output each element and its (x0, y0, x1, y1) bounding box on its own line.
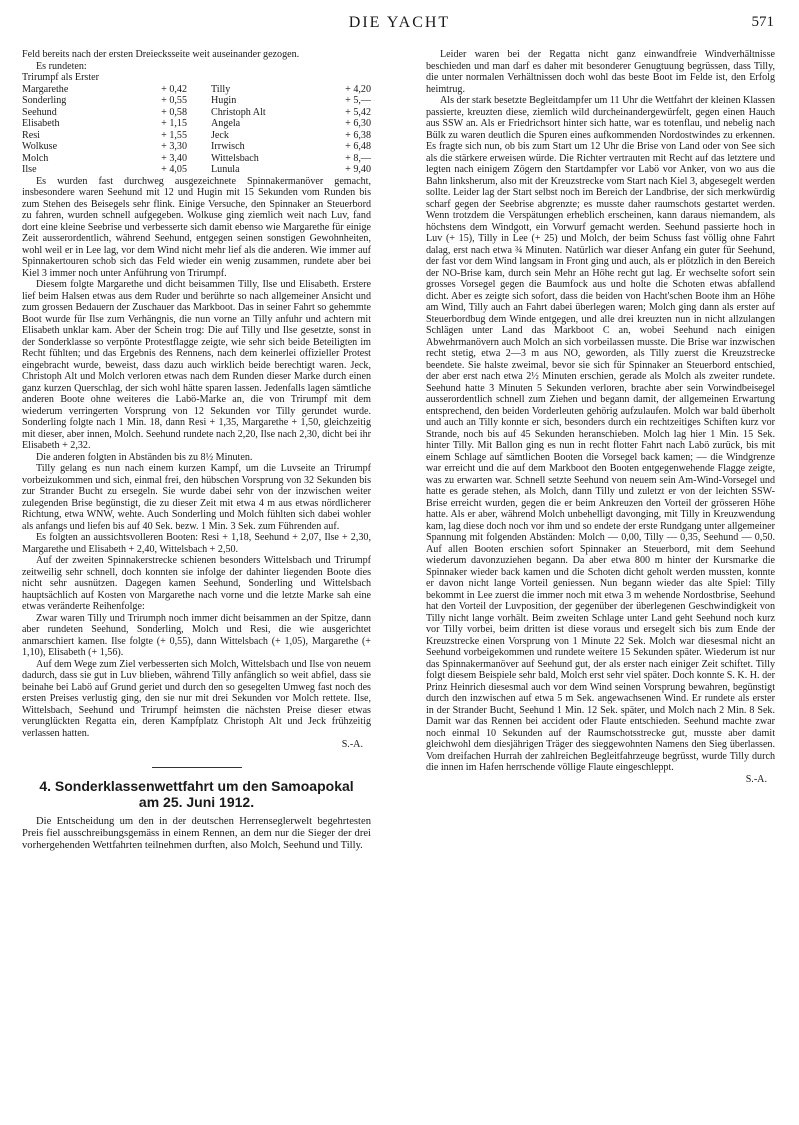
body-paragraph: Die anderen folgten in Abständen bis zu 8½ Minuten. (36, 451, 253, 463)
time-offset: + 6,30 (345, 118, 371, 129)
boat-name: Christoph Alt (211, 106, 266, 118)
rounding-times-table (22, 84, 371, 176)
intro-line: Feld bereits nach der ersten Dreiecksseite weit auseinander gezogen. (22, 49, 300, 60)
body-paragraph: Die Entscheidung um den in der deutschen Herrenseglerwelt begehrtesten Preis fiel ausschreibungsgemäss in einem Rennen, an dem nur die Sieger der drei vorhergehenden Wettfahrten teilnehmen durften, also Molch, Seehund und Tilly. (22, 815, 371, 851)
boat-name: Irrwisch (211, 141, 245, 152)
time-offset: + 9,40 (345, 164, 371, 175)
body-paragraph: Tilly gelang es nun nach einem kurzen Kampf, um die Luvseite an Trirumpf vorbeizukommen und sich, einmal frei, den hübschen Vorsprung von 32 Sekunden bis zur Strander Bucht zu ersegeln. Sie wurde dabei sehr von der inzwischen weiter zulegenden Brise begünstigt, die zu dieser Zeit mit etwa 4 m aus etwas nördlicherer Richtung, etwa WNW, wehte. Auch Sonderling und Molch fühlten sich dabei wohler als anfangs und liefen bis auf 40 Sek. bezw. 1 Min. 3 Sek. zum Führenden auf. (22, 463, 371, 532)
boat-name: Tilly (211, 83, 231, 95)
rounding-row (22, 95, 371, 107)
time-offset: + 6,38 (345, 129, 371, 141)
boat-name: Ilse (22, 164, 37, 175)
section-heading-line: 4. Sonderklassenwettfahrt um den Samoapokal (39, 777, 354, 794)
author-signature: S.-A. (745, 773, 767, 785)
boat-name: Hugin (211, 95, 237, 106)
boat-name: Lunula (211, 164, 240, 175)
time-offset: + 6,48 (345, 141, 371, 152)
time-offset: + 3,30 (161, 141, 187, 152)
time-offset: + 0,58 (161, 106, 187, 118)
boat-name: Sonderling (22, 95, 67, 106)
time-offset: + 4,20 (345, 83, 371, 95)
intro-line: Es rundeten: (36, 60, 87, 72)
time-offset: + 5,42 (345, 106, 371, 118)
time-offset: + 8,— (345, 152, 371, 164)
rounding-row (22, 107, 371, 119)
time-offset: + 0,55 (161, 95, 187, 106)
boat-name: Angela (211, 118, 241, 129)
page-number: 571 (751, 14, 774, 30)
body-paragraph: Es wurden fast durchweg ausgezeichnete Spinnakermanöver gemacht, insbesondere waren Seehund mit 12 und Hugin mit 15 Sekunden vom Runden bis zum Stehen des Beisegels sehr flink. Einige Versuche, den Spinnaker an Steuerbord zu fahren, wurden schnell aufgegeben. Wolkuse ging ziemlich weit nach Luv, fand dort eine kleine Seebrise und verbesserte sich damit ebenso wie Margarethe für einige Zeit ausserordentlich, während Seehund, entgegen seinen sonstigen Gewohnheiten, wohl weil er in Lee lag, vor dem Wind nicht mehr lief als die anderen. Wie immer auf Spinnakertouren schob sich das Feld wieder ein wenig zusammen, rundete aber bei Kiel 3 immer noch unter Anführung von Trirumpf. (22, 175, 371, 279)
body-paragraph: Auf dem Wege zum Ziel verbesserten sich Molch, Wittelsbach und Ilse von neuem dadurch, dass sie gut in Luv blieben, während Tilly anfänglich so weit abfiel, dass sie beinahe bei Labö auf Grund geriet und durch den so gesegelten Umweg fast noch des ersten Preises verlustig ging, den sie nur mit drei Sekunden vor Molch rettete. Ilse, Wittelsbach, Seehund und Trirumpf heimsten die nächsten Preise dieser etwas verunglückten Regatta ein, deren Kampfplatz Christoph Alt und Jeck frühzeitig verlassen hatten. (22, 658, 371, 739)
boat-name: Wolkuse (22, 141, 58, 152)
section-divider (152, 767, 242, 768)
body-paragraph: Zwar waren Tilly und Trirumph noch immer dicht beisammen an der Spitze, dann aber rundeten Seehund, Sonderling, Molch und Resi, die wie ausgerichtet anmarschiert kamen. Ilse folgte (+ 0,55), dann Wittelsbach (+ 1,05), Margarethe (+ 1,10), Elisabeth (+ 1,56). (22, 612, 371, 658)
boat-name: Margarethe (22, 83, 69, 95)
time-offset: + 0,42 (161, 83, 187, 95)
body-paragraph: Als der stark besetzte Begleitdampfer um 11 Uhr die Wettfahrt der kleinen Klassen passierte, kreuzten diese, ziemlich wild durcheinandergewürfelt, gegen einen Hauch aus SSW an. Als er Friedrichsort hinter sich hatte, war es totenflau, und nebelig nach Bülk zu waren deutlich die Spuren eines aufkommenden Nordostwindes zu erkennen. Es fragte sich nun, ob bis zum Start um 12 Uhr die Brise von Land oder von See sich als die stärkere erweisen würde. Die Richter vertrauten mit Recht auf das letztere und legten nach einigem Zögern den Startdampfer vor Labö vor Anker, von wo aus die Bahn linksherum, also mit der Kreuzstrecke vom Start nach Kiel 3, abgesegelt werden sollte. Leider lag der Start selbst noch im Bereich der Landbrise, der sich merkwürdig scharf gegen der Seebrise abgrenzte; es musste daher raumschots gestartet werden. Wenn trotzdem die Verspätungen erheblich erscheinen, kann daraus niemandem, als höchstens dem Windgott, ein Vorwurf gemacht werden. Seehund passierte hoch in Luv (+ 15), Tilly in Lee (+ 25) und Molch, der beim Schuss fast völlig ohne Fahrt dalag, erst nach etwa ¾ Minuten. Natürlich war dieser Anfang ein guter für Seehund, der fast vor dem Wind langsam in Front ging und auch, als er plötzlich in den Bereich der NO-Brise kam, durch sein Mehr an Höhe recht gut lag. Er wechselte sofort sein grosses Vorsegel gegen die Baumfock aus und holte die Schoten etwas abfallend dicht. Aber es zeigte sich sofort, dass die beiden von Hacht'schen Boote ihm an Höhe am Wind, Tilly auch an Fahrt dabei überlegen waren; Molch ging dann als erster auf Steuerbordbug dem Winde entgegen, und alle drei kreuzten nun in nicht allzulangen Schlägen unter Land das Markboot C an, wobei Seehund nach einigen Abwehrmanövern auch Molch an sich vorbeilassen musste. Die Brise war inzwischen recht stetig, etwa 2—3 m aus NO, geworden, als Tilly zuerst die Kreuzstrecke beendete. Sie halste zweimal, bevor sie sich für Spinnaker an Steuerbord entschied, der aber erst nach etwa 2½ Minuten erschien, gerade als Molch als zweiter rundete. Seehund hatte 3 Minuten 5 Sekunden verloren, brachte aber sein Vorwindbeisegel ausserordentlich schnell zum Ziehen und begann damit, der allgemeinen Erwartung entsprechend, den beiden Vorderleuten gehörig aufzulaufen. Molch war bald überholt und auch an Tilly konnte er sich, besonders durch ein rechtzeitiges Schiften kurz vor Strande, noch bis auf 45 Sekunden heranschieben. Molch lag hier 1 Min. 15 Sek. hinter Tilly. Mit Ballon ging es nun in recht flotter Fahrt nach Labö zurück, bis mit einem Schlage auf sämtlichen Booten die Vorsegel back kamen; — die Windgrenze war erreicht und die auf dem Markboot den Booten entgegenwehende Flagge zeigte, was zu erwarten war. Schnell setzte Seehund von neuem sein Am-Wind-Vorsegel und hatte es gerade stehen, als Molch, dann Tilly und zuletzt er von der leichten SSW-Brise erreicht wurden, gegen die er beim Ankreuzen den Vorteil der grösseren Höhe hatte. Als er aber, während Molch unbehelligt davonging, mit Tilly in Kreuzwendung kam, lag diese doch noch vor ihm und so endete der erste Rundgang unter allgemeiner Spannung mit folgenden Abständen: Molch — 0,00, Tilly — 0,35, Seehund — 0,50. Auf allen Booten erschien sofort Spinnaker an Steuerbord, mit dem Seehund wiederum davonzuziehen begann. Da aber etwa 800 m hinter der Kursmarke die Spinnaker wieder back kamen und die Schoten dicht geholt werden mussten, konnte er davon nicht lange Vorteil geniessen. Nun begann wieder das alte Spiel: Tilly bekommt in Lee zuerst die immer noch mit etwa 3 m wehende Nordostbrise, Seehund hat den Vorteil der Luvposition, der gegenüber der überlegenen Geschwindigkeit von Tilly nicht lange vorhält. Beim zweiten Schlage unter Land geht Seehund noch kurz vor Tilly vorbei, beim dritten ist diese voraus und ersegelt sich bis zum Ende der Kreuzstrecke einen Vorsprung von 1 Minute 22 Sek. Molch war diesesmal nicht an Seehund vorbeigekommen und rundete weitere 15 Sekunden später. Wiederum ist nur das Spinnakermanöver auf Seehund gut, der als erster nach einiger Zeit schiftet. Tilly folgt diesem Beispiele sehr bald, Molch erst sehr viel später. Doch konnte S. K. H. der Prinz Heinrich diesesmal auch vor dem Wind seinen Vorsprung bewahren, begünstigt durch den inzwischen auf etwa 5 m Sek. angewachsenen Wind. Er rundete als erster in der Strander Bucht, Seehund 1 Min. 12 Sek. später, und Molch nach 2 Min. 8 Sek. Damit war das Rennen bei accident oder Flaute entschieden. Seehund machte zwar noch einmal 10 Sekunden auf der Raumschotsstrecke gut, musste aber damit gleichwohl dem diesjährigen Träger des sieggewohnten Namens den Sieg überlassen. Vom dreifachen Hurrah der zahlreichen Begleitfahrzeuge begrüsst, wurde Tilly durch die innen im Hafen herrschende völlige Flaute eingeschleppt. (426, 95, 775, 773)
boat-name: Jeck (211, 129, 229, 141)
time-offset: + 4,05 (161, 164, 187, 175)
body-paragraph: Diesem folgte Margarethe und dicht beisammen Tilly, Ilse und Elisabeth. Erstere lief beim Halsen etwas aus dem Ruder und berührte so nach allgemeiner Ansicht und zum grossen Bedauern der Zuschauer das Markboot. Das in seiner Fahrt so gehemmte Boot wurde für Ilse zum Verhängnis, die nun vorne an Tilly anfuhr und achtern mit Elisabeth unklar kam. Aber der Schein trog: Die auf Tilly und Ilse gesetzte, sonst in der Sonderklasse so verpönte Protestflagge zeigte, wie sehr sich beide Beteiligten im Recht fühlten; und das Ergebnis des Rennens, nach dem keinerlei offizieller Protest eingebracht wurde, beweist, dass dazu auch wirklich beide berechtigt waren. Jeck, Christoph Alt und Molch verloren etwas nach dem Runden dieser Marke durch einen ganz kurzen Querschlag, der sich wohl hätte sparen lassen. Jedenfalls lagen sämtliche anderen Boote ohne weiteres die Labö-Marke an, die von Trirumpf mit dem wiederum verringerten Vorsprung von 12 Sekunden vor Tilly gerundet wurde. Sonderling folgte nach 1 Min. 18, dann Resi + 1,35, Margarethe + 1,50, gleichzeitig mit dieser, aber innen, Molch. Seehund rundete nach 2,20, Ilse nach 2,30, dicht bei ihr Elisabeth + 2,32. (22, 279, 371, 451)
rounding-row (22, 118, 371, 130)
body-paragraph: Auf der zweiten Spinnakerstrecke schienen besonders Wittelsbach und Trirumpf zeitweilig sehr schnell, doch konnten sie infolge der dahinter liegenden Boote dies nicht sehr ausnützen. Dagegen kamen Seehund, Sonderling und Wittelsbach hauptsächlich auf Kosten von Margarethe nach vorne und die letzte Marke sah eine etwas veränderte Reihenfolge: (22, 555, 371, 612)
author-signature: S.-A. (341, 739, 363, 750)
time-offset: + 3,40 (161, 152, 187, 164)
time-offset: + 1,55 (161, 129, 187, 141)
boat-name: Molch (22, 152, 49, 164)
body-paragraph: Es folgten an aussichtsvolleren Booten: Resi + 1,18, Seehund + 2,07, Ilse + 2,30, Margarethe und Elisabeth + 2,40, Wittelsbach + 2,50. (22, 532, 371, 555)
left-column (22, 49, 371, 852)
rounding-row (22, 84, 371, 96)
rounding-row (22, 164, 371, 176)
rounding-row (22, 130, 371, 142)
boat-name: Wittelsbach (211, 152, 259, 164)
boat-name: Resi (22, 129, 40, 141)
time-offset: + 5,— (345, 95, 371, 106)
boat-name: Elisabeth (22, 118, 60, 129)
boat-name: Seehund (22, 106, 57, 118)
rounding-row (22, 153, 371, 165)
section-heading-line: am 25. Juni 1912. (138, 793, 255, 810)
running-header-title: DIE YACHT (348, 14, 451, 31)
section-body (22, 816, 371, 853)
time-offset: + 1,15 (161, 118, 187, 129)
intro-line: Trirumpf als Erster (22, 72, 100, 83)
body-paragraph: Leider waren bei der Regatta nicht ganz einwandfreie Windverhältnisse beschieden und man darf es daher mit besonderer Genugtuung begrüssen, dass Tilly, die unter normalen Verhältnissen doch wohl das beste Boot im Felde ist, den Erfolg heimtrug. (426, 49, 775, 95)
rounding-row (22, 141, 371, 153)
section-heading (22, 778, 371, 810)
right-column (426, 49, 775, 785)
